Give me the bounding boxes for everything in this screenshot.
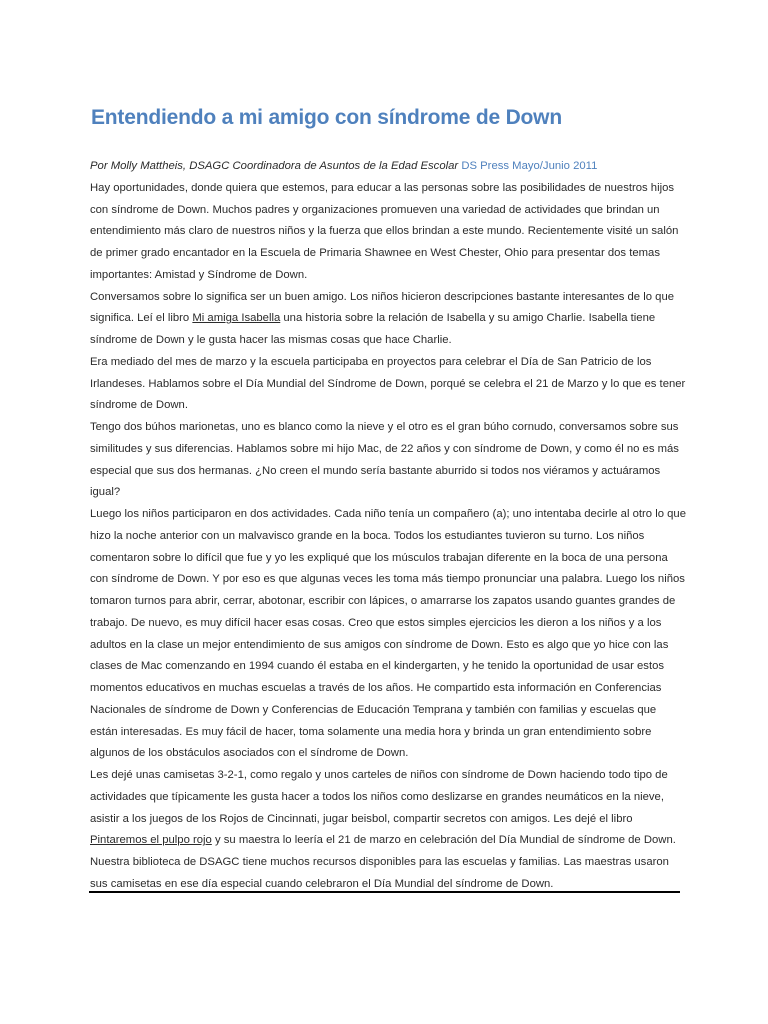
paragraph-friendship-text-after: una historia sobre la relación de Isabella y su amigo Charlie. Isabella tiene síndrome de Down y le gusta hacer las mismas cosas que hace Charlie. bbox=[90, 312, 656, 346]
byline-author: Por Molly Mattheis, DSAGC Coordinadora de Asuntos de la Edad Escolar bbox=[90, 160, 459, 172]
article-body bbox=[90, 156, 686, 896]
book-title-mi-amiga-isabella: Mi amiga Isabella bbox=[192, 312, 281, 325]
paragraph-gifts-text-after: y su maestra lo leería el 21 de marzo en celebración del Día Mundial de síndrome de Down. Nuestra biblioteca de DSAGC tiene muchos recursos disponibles para las escuelas y familias. Las maestras usaron sus camisetas en ese día especial cuando celebraron el Día Mundial del síndrome de Down. bbox=[90, 834, 676, 890]
paragraph-march: Era mediado del mes de marzo y la escuela participaba en proyectos para celebrar el Día de San Patricio de los Irlandeses. Hablamos sobre el Día Mundial del Síndrome de Down, porqué se celebra el 21 de Marzo y lo que es tener síndrome de Down. bbox=[90, 355, 686, 412]
paragraph-gifts bbox=[90, 765, 686, 896]
byline-source: DS Press Mayo/Junio 2011 bbox=[461, 160, 598, 172]
paragraph-owls: Tengo dos búhos marionetas, uno es blanco como la nieve y el otro es el gran búho cornudo, conversamos sobre sus similitudes y sus diferencias. Hablamos sobre mi hijo Mac, de 22 años y con síndrome de Down, y como él no es más especial que sus dos hermanas. ¿No creen el mundo sería bastante aburrido si todos nos viéramos y actuáramos igual? bbox=[90, 421, 679, 499]
book-title-pintaremos-el-pulpo-rojo: Pintaremos el pulpo rojo bbox=[90, 834, 212, 847]
byline bbox=[90, 156, 686, 178]
paragraph-friendship-text-before: Conversamos sobre lo significa ser un buen amigo. Los niños hicieron descripciones bastante interesantes de lo que significa. Leí el libro bbox=[90, 290, 675, 325]
paragraph-activities: Luego los niños participaron en dos actividades. Cada niño tenía un compañero (a); uno intentaba decirle al otro lo que hizo la noche anterior con un malvavisco grande en la boca. Todos los estudiantes tuvieron su turno. Los niños comentaron sobre lo difícil que fue y yo les expliqué que los músculos trabajan diferente en la boca de una persona con síndrome de Down. Y por eso es que algunas veces les toma más tiempo pronunciar una palabra. Luego los niños tomaron turnos para abrir, cerrar, abotonar, escribir con lápices, o amarrarse los zapatos usando guantes grandes de trabajo. De nuevo, es muy difícil hacer esas cosas. Creo que estos simples ejercicios les dieron a los niños y a los adultos en la clase un mejor entendimiento de sus amigos con síndrome de Down. Esto es algo que yo hice con las clases de Mac comenzando en 1994 cuando él estaba en el kindergarten, y he tenido la oportunidad de usar estos momentos educativos en muchas escuelas a través de los años. He compartido esta información en Conferencias Nacionales de síndrome de Down y Conferencias de Educación Temprana y también con familias y escuelas que están interesadas. Es muy fácil de hacer, toma solamente una media hora y brinda un gran entendimiento sobre algunos de los obstáculos asociados con el síndrome de Down. bbox=[90, 508, 686, 760]
paragraph-gifts-text-before: Les dejé unas camisetas 3-2-1, como regalo y unos carteles de niños con síndrome de Down haciendo todo tipo de actividades que típicamente les gusta hacer a todos los niños como deslizarse en grandes neumáticos en la nieve, asistir a los juegos de los Rojos de Cincinnati, jugar beisbol, compartir secretos con amigos. Les dejé el libro bbox=[90, 769, 668, 825]
paragraph-intro: Hay oportunidades, donde quiera que estemos, para educar a las personas sobre las posibilidades de nuestros hijos con síndrome de Down. Muchos padres y organizaciones promueven una variedad de actividades que brindan un entendimiento más claro de nuestros niños y la fuerza que ellos brindan a este mundo. Recientemente visité un salón de primer grado encantador en la Escuela de Primaria Shawnee en West Chester, Ohio para presentar dos temas importantes: Amistad y Síndrome de Down. bbox=[90, 181, 679, 281]
document-title: Entendiendo a mi amigo con síndrome de Down bbox=[91, 106, 562, 129]
paragraph-friendship bbox=[90, 287, 686, 352]
bottom-rule bbox=[89, 891, 680, 893]
